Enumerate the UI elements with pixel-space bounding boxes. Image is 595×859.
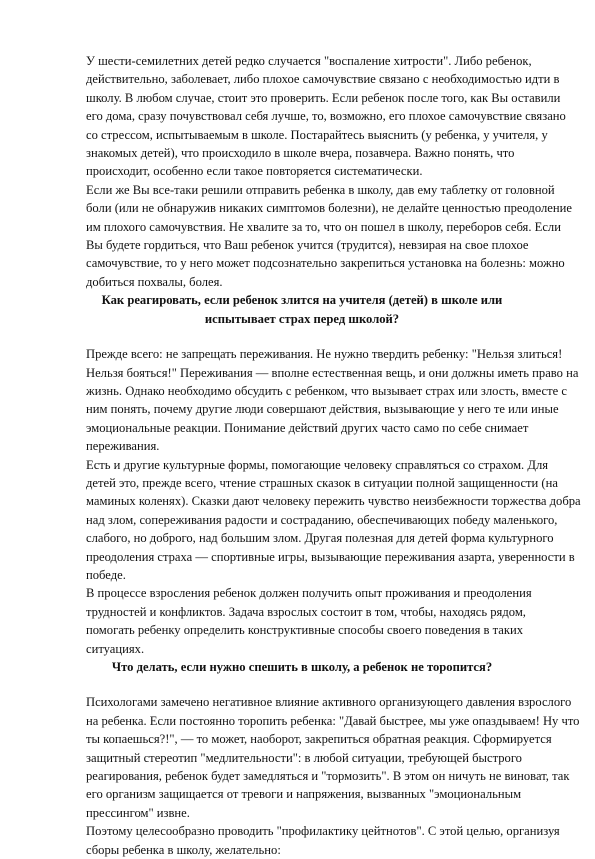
- paragraph-5: [86, 584, 532, 658]
- text-line: трудностей и конфликтов. Задача взрослых состоит в том, чтобы, находясь рядом,: [86, 604, 526, 619]
- text-line: ситуациях.: [86, 641, 145, 656]
- text-line: Есть и другие культурные формы, помогающие человеку справляться со страхом. Для: [86, 457, 549, 472]
- text-line: маминых коленях). Сказки дают человеку пережить чувство неизбежности торжества добра: [86, 494, 581, 509]
- paragraph-7: [86, 822, 560, 859]
- text-line: реагирования, ребенок будет замедляться и "тормозить". В этом он ничуть не виноват, так: [86, 769, 570, 784]
- text-line: ты копаешься?!", — то может, наоборот, закрепиться обратная реакция. Сформируется: [86, 732, 552, 747]
- text-line: прессингом" извне.: [86, 805, 190, 820]
- paragraph-3: [86, 345, 579, 455]
- text-line: слабого, но доброго, над большим злом. Другая полезная для детей форма культурного: [86, 531, 554, 546]
- section-heading-anger-fear: [86, 291, 518, 328]
- text-line: над злом, сопереживания радости и состраданию, обеспечивающих победу маленького,: [86, 512, 558, 527]
- text-line: знакомых детей), что происходило в школе вчера, позавчера. Важно понять, что: [86, 146, 515, 161]
- text-line: его организм защищается от тревоги и напряжения, вызванных "эмоциональным: [86, 787, 522, 802]
- paragraph-6: [86, 693, 580, 822]
- text-line: победе.: [86, 567, 126, 582]
- heading-line: испытывает страх перед школой?: [204, 311, 400, 326]
- text-line: детей это, прежде всего, чтение страшных сказок в ситуации полной защищенности (на: [86, 475, 558, 490]
- document-page: [86, 52, 581, 859]
- text-line: добиться похвалы, болея.: [86, 274, 223, 289]
- text-line: переживания.: [86, 439, 160, 454]
- text-line: Поэтому целесообразно проводить "профилактику цейтнотов". С этой целью, организуя: [86, 824, 560, 839]
- text-line: Нельзя бояться!" Переживания — вполне естественная вещь, и они должны иметь право на: [86, 365, 579, 380]
- heading-line: Как реагировать, если ребенок злится на учителя (детей) в школе или: [101, 293, 503, 308]
- section-heading-hurry: [86, 658, 518, 676]
- text-line: Вы будете гордиться, что Ваш ребенок учится (трудится), невзирая на свое плохое: [86, 238, 529, 253]
- text-line: преодоления страха — спортивные игры, вызывающие переживания азарта, уверенности в: [86, 549, 575, 564]
- text-line: жизнь. Однако необходимо обсудить с ребенком, что вызывает страх или злость, вместе с: [86, 383, 567, 398]
- paragraph-1: [86, 52, 566, 181]
- text-line: самочувствие, то у него может подсознательно закрепиться установка на болезнь: можно: [86, 256, 565, 271]
- text-line: Если же Вы все-таки решили отправить ребенка в школу, дав ему таблетку от головной: [86, 182, 555, 197]
- text-line: школу. В любом случае, стоит это проверить. Если ребенок после того, как Вы оставили: [86, 90, 561, 105]
- paragraph-2: [86, 181, 572, 291]
- text-line: Прежде всего: не запрещать переживания. Не нужно твердить ребенку: "Нельзя злиться!: [86, 347, 563, 362]
- text-line: со стрессом, испытываемым в школе. Постарайтесь выяснить (у ребенка, у учителя, у: [86, 127, 548, 142]
- text-line: действительно, заболевает, либо плохое самочувствие связано с необходимостью идти в: [86, 72, 560, 87]
- text-line: им плохого самочувствия. Не хвалите за то, что он пошел в школу, переборов себя. Если: [86, 219, 561, 234]
- heading-line: Что делать, если нужно спешить в школу, а ребенок не торопится?: [111, 660, 493, 674]
- paragraph-4: [86, 456, 581, 585]
- text-line: Психологами замечено негативное влияние активного организующего давления взрослого: [86, 695, 572, 710]
- text-line: сборы ребенка в школу, желательно:: [86, 842, 281, 857]
- text-line: его дома, сразу почувствовал себя лучше, то, возможно, его плохое самочувствие связано: [86, 109, 566, 124]
- text-line: боли (или не обнаружив никаких симптомов болезни), не делайте ценностью преодоление: [86, 201, 572, 216]
- text-line: на ребенка. Если постоянно торопить ребенка: "Давай быстрее, мы уже опаздываем! Ну что: [86, 713, 580, 728]
- text-line: помогать ребенку определить конструктивные способы своего поведения в таких: [86, 623, 524, 638]
- text-line: В процессе взросления ребенок должен получить опыт проживания и преодоления: [86, 586, 532, 601]
- text-line: эмоциональные реакции. Понимание действий других часто само по себе снимает: [86, 420, 529, 435]
- text-line: У шести-семилетних детей редко случается "воспаление хитрости". Либо ребенок,: [86, 54, 532, 68]
- text-line: защитный стереотип "медлительности": в любой ситуации, требующей быстрого: [86, 750, 522, 765]
- text-line: происходит, особенно если такое повторяется систематически.: [86, 164, 423, 179]
- text-line: ним понять, почему другие люди совершают действия, вызывающие у него те или иные: [86, 402, 559, 417]
